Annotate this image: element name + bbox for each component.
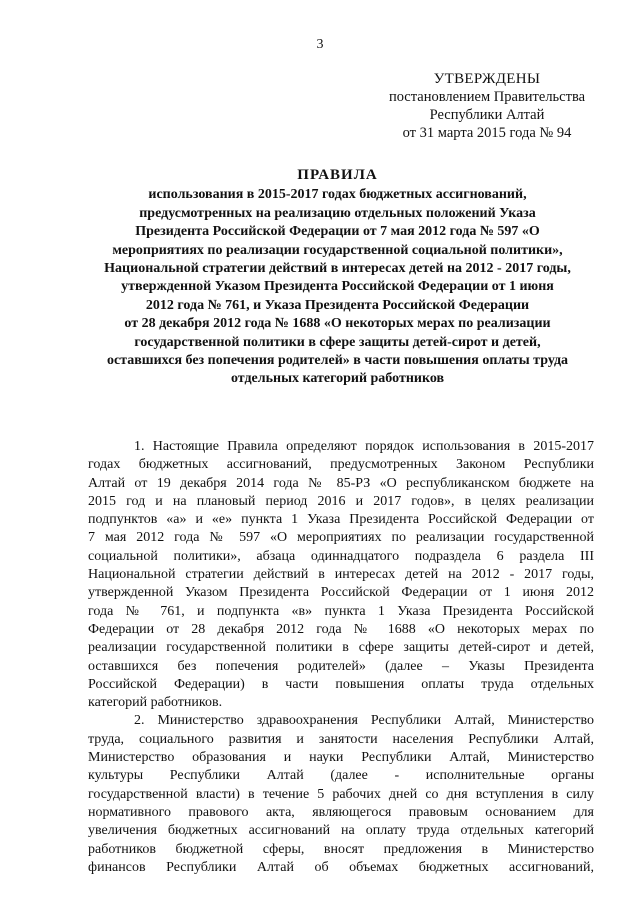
approval-line: Республики Алтай [429, 107, 545, 123]
title-line: предусмотренных на реализацию отдельных положений Указа [139, 205, 536, 221]
text-line: 2. Министерство здравоохранения Республики Алтай, Министерство [134, 713, 594, 729]
text-line: культуры Республики Алтай (далее - исполнительные органы [88, 768, 594, 784]
text-line: оставшихся без попечения родителей» (далее – Указы Президента [88, 658, 594, 674]
title-line: Президента Российской Федерации от 7 мая 2012 года № 597 «О [135, 224, 540, 240]
text-line: государственной власти) в течение 5 рабочих дней со дня вступления в силу [88, 786, 594, 802]
document-body [88, 438, 594, 877]
title-line: отдельных категорий работников [230, 371, 445, 387]
text-line: 7 мая 2012 года № 597 «О мероприятиях по реализации государственной [88, 530, 594, 546]
title-line: от 28 декабря 2012 года № 1688 «О некоторых мерах по реализации [124, 316, 551, 332]
text-line: 2015 год и на плановый период 2016 и 2017 годов», в целях реализации [88, 493, 594, 509]
approval-line: УТВЕРЖДЕНЫ [433, 71, 541, 87]
title-line: 2012 года № 761, и Указа Президента Российской Федерации [145, 297, 530, 313]
text-line: работников бюджетной сферы, вносят предложения в Министерство [88, 841, 594, 857]
title-line: государственной политики в сфере защиты детей-сирот и детей, [134, 334, 541, 350]
text-line: подпунктов «а» и «е» пункта 1 Указа Президента Российской Федерации от [88, 512, 594, 528]
text-line: утвержденной Указом Президента Российской Федерации от 1 июня 2012 [88, 585, 594, 601]
document-title [80, 166, 595, 389]
text-line: увеличения бюджетных ассигнований на оплату труда отдельных категорий [88, 823, 594, 839]
text-line: труда, социального развития и занятости населения Республики Алтай, [88, 731, 594, 747]
page-number: 3 [316, 37, 324, 52]
title-line: использования в 2015-2017 годах бюджетных ассигнований, [148, 187, 527, 203]
title-heading: ПРАВИЛА [297, 167, 378, 183]
text-line: социальной политики», абзаца одиннадцатого подраздела 6 раздела III [88, 548, 594, 564]
text-line: Алтай от 19 декабря 2014 года № 85-РЗ «О республиканском бюджете на [88, 475, 594, 491]
paragraph-1 [88, 438, 594, 712]
text-line: финансов Республики Алтай об объемах бюджетных ассигнований, [88, 859, 594, 875]
text-line: Российской Федерации) в части повышения оплаты труда отдельных [88, 676, 594, 692]
text-line: нормативного правового акта, являющегося правовым основанием для [88, 804, 594, 820]
text-line: годах бюджетных ассигнований, предусмотренных Законом Республики [88, 457, 594, 473]
text-line: Национальной стратегии действий в интересах детей на 2012 - 2017 годы, [88, 567, 594, 583]
approval-line: от 31 марта 2015 года № 94 [402, 125, 572, 141]
title-line: утвержденной Указом Президента Российской Федерации от 1 июня [121, 279, 554, 295]
title-line: оставшихся без попечения родителей» в части повышения оплаты труда [106, 353, 569, 369]
text-line: реализации государственной политики в сфере защиты детей-сирот и детей, [88, 640, 594, 656]
text-line: 1. Настоящие Правила определяют порядок использования в 2015-2017 [134, 439, 594, 454]
title-line: Национальной стратегии действий в интересах детей на 2012 - 2017 годы, [104, 261, 571, 277]
title-line: мероприятиях по реализации государственной социальной политики», [112, 242, 563, 258]
text-line: Министерство образования и науки Республики Алтай, Министерство [88, 750, 594, 766]
paragraph-2 [88, 712, 594, 877]
approval-stamp [382, 70, 592, 142]
text-line: Федерации от 28 декабря 2012 года № 1688 «О некоторых мерах по [88, 621, 594, 637]
approval-line: постановлением Правительства [388, 89, 586, 105]
text-line: категорий работников. [88, 695, 223, 711]
text-line: года № 761, и подпункта «в» пункта 1 Указа Президента Российской [88, 603, 594, 619]
